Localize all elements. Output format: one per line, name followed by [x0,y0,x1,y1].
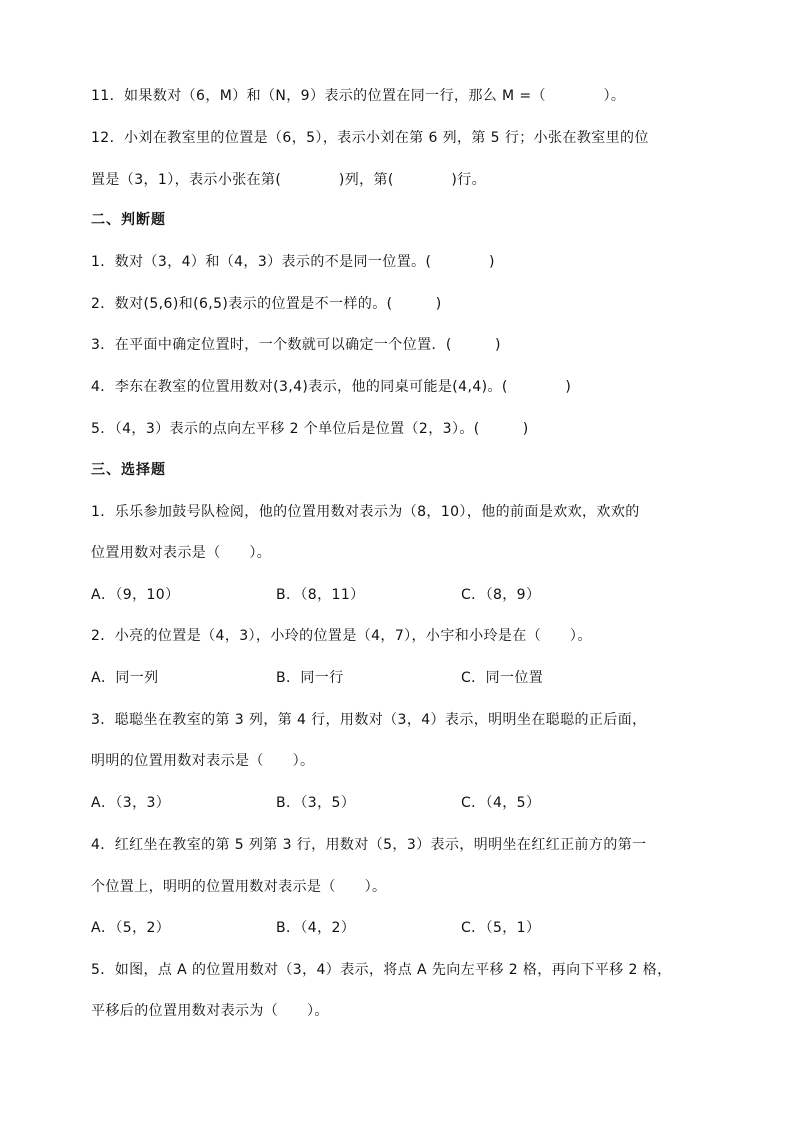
judgment-question-1: 1．数对（3，4）和（4，3）表示的不是同一位置。( ) [91,254,495,270]
judgment-question-3: 3．在平面中确定位置时，一个数就可以确定一个位置．( ) [91,337,501,353]
choice-question-1-line-2: 位置用数对表示是（ ）。 [91,545,272,561]
judgment-question-5: 5．（4，3）表示的点向左平移 2 个单位后是位置（2，3）。( ) [91,421,529,437]
option-c: C．（5，1） [461,920,541,936]
section-heading-judgment: 二、判断题 [91,212,166,228]
choice-question-3-line-2: 明明的位置用数对表示是（ ）。 [91,753,315,769]
option-c: C．（8，9） [461,587,541,603]
judgment-question-4: 4．李东在教室的位置用数对(3,4)表示，他的同桌可能是(4,4)。( ) [91,379,572,395]
option-a: A．（9，10） [91,587,180,603]
question-11: 11．如果数对（6，M）和（N，9）表示的位置在同一行，那么 M =（ ）。 [91,88,626,104]
question-12-line-2: 置是（3，1），表示小张在第( )列，第( )行。 [91,172,487,188]
option-c: C．同一位置 [461,670,544,686]
option-b: B．（3，5） [276,795,356,811]
option-a: A．（5，2） [91,920,171,936]
option-b: B．同一行 [276,670,344,686]
choice-question-1-line-1: 1．乐乐参加鼓号队检阅，他的位置用数对表示为（8，10），他的前面是欢欢，欢欢的 [91,504,640,520]
option-c: C．（4，5） [461,795,541,811]
option-a: A．同一列 [91,670,159,686]
option-a: A．（3，3） [91,795,171,811]
choice-question-3-line-1: 3．聪聪坐在教室的第 3 列，第 4 行，用数对（3，4）表示，明明坐在聪聪的正后面， [91,712,647,728]
question-12-line-1: 12．小刘在教室里的位置是（6，5），表示小刘在第 6 列，第 5 行；小张在教室里的位 [91,130,649,146]
choice-question-4-line-2: 个位置上，明明的位置用数对表示是（ ）。 [91,879,387,895]
section-heading-choice: 三、选择题 [91,462,166,478]
option-b: B．（4，2） [276,920,356,936]
choice-question-2: 2．小亮的位置是（4，3），小玲的位置是（4，7），小宇和小玲是在（ ）。 [91,628,592,644]
judgment-question-2: 2．数对(5,6)和(6,5)表示的位置是不一样的。( ) [91,296,442,312]
choice-question-5-line-1: 5．如图，点 A 的位置用数对（3，4）表示，将点 A 先向左平移 2 格，再向下平移 2 格， [91,962,672,978]
choice-question-4-line-1: 4．红红坐在教室的第 5 列第 3 行，用数对（5，3）表示，明明坐在红红正前方的第一 [91,837,647,853]
choice-question-5-line-2: 平移后的位置用数对表示为（ ）。 [91,1003,329,1019]
option-b: B．（8，11） [276,587,365,603]
